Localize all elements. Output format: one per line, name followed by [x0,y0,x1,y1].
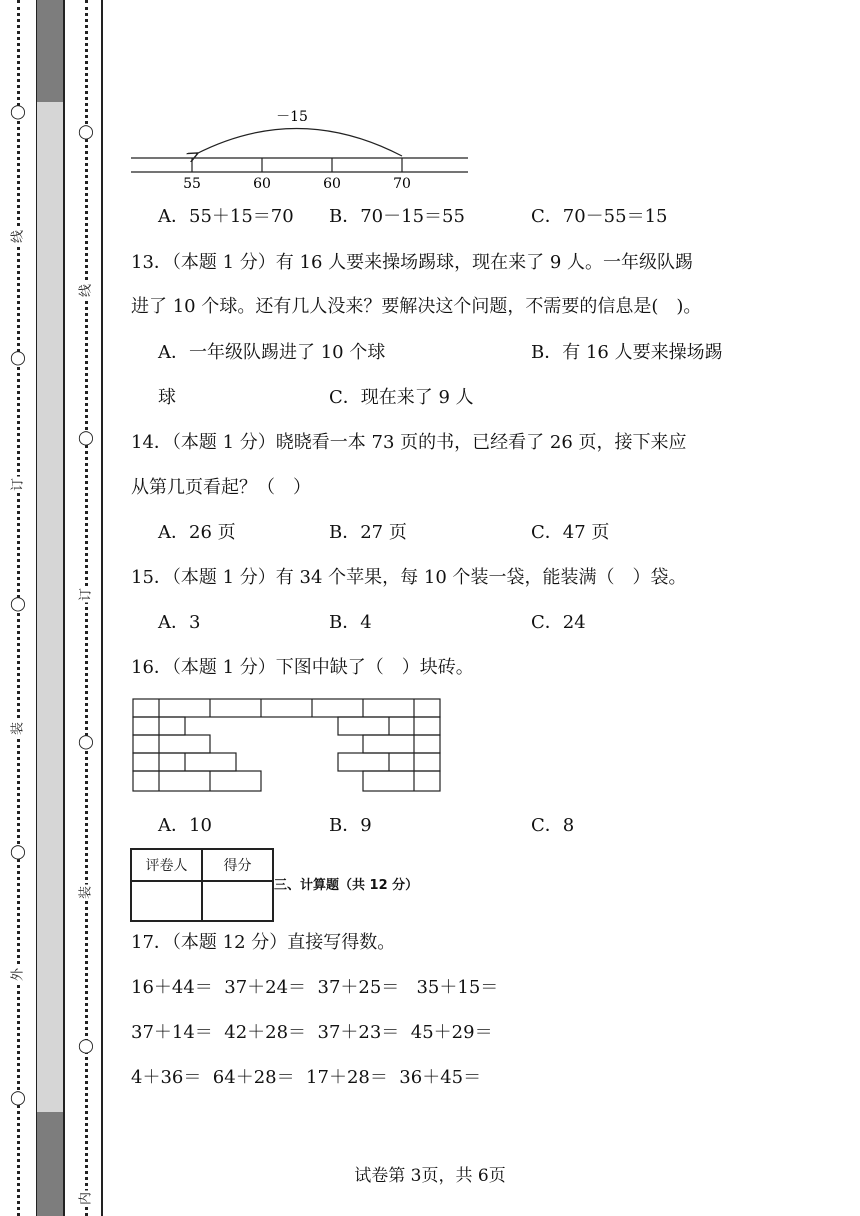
inner-circle-2: ◯ [78,430,94,446]
content-frame-left [101,0,103,1216]
outer-label-wai: 外 [10,968,26,982]
q13-line-2: 进了 10 个球。还有几人没来？要解决这个问题，不需要的信息是( )。 [131,296,702,317]
score-box-score-label: 得分 [202,849,273,881]
outer-label-xian: 线 [10,230,26,244]
q17-calc-row-3: 4＋36＝ 64＋28＝ 17＋28＝ 36＋45＝ [131,1067,482,1088]
q16-option-a: A．10 [158,815,212,836]
section-3-title: 三、计算题（共 12 分） [274,878,419,893]
q15-line-1: 15．（本题 1 分）有 34 个苹果，每 10 个装一袋，能装满（ ）袋。 [131,567,687,588]
q14-line-1: 14．（本题 1 分）晓晓看一本 73 页的书，已经看了 26 页，接下来应 [131,432,687,453]
q13-option-c: C．现在来了 9 人 [329,387,474,408]
outer-circle-2: ◯ [10,350,26,366]
q13-line-1: 13．（本题 1 分）有 16 人要来操场踢球，现在来了 9 人。一年级队踢 [131,252,694,273]
inner-label-xian: 线 [78,284,94,298]
q12-option-a: A．55＋15＝70 [158,206,294,227]
number-line-figure [128,104,473,196]
page-footer: 试卷第 3页，共 6页 [354,1166,506,1186]
outer-circle-1: ◯ [10,104,26,120]
inner-label-nei: 内 [78,1192,94,1206]
q13-option-b: B．有 16 人要来操场踢 [531,342,723,363]
q14-line-2: 从第几页看起？（ ） [131,477,311,498]
margin-frame-right [63,0,65,1216]
q16-option-c: C．8 [531,815,575,836]
q13-option-a: A．一年级队踢进了 10 个球 [158,342,386,363]
jump-arc-arrow [196,128,402,156]
tick-label-4: 70 [393,176,411,192]
inner-label-ding: 订 [78,588,94,602]
outer-circle-4: ◯ [10,844,26,860]
brick-wall-figure [132,698,442,794]
outer-label-zhuang: 装 [10,722,26,736]
inner-circle-1: ◯ [78,124,94,140]
q15-option-c: C．24 [531,612,586,633]
q14-option-c: C．47 页 [531,522,610,543]
q13-option-b-wrap: 球 [158,387,176,408]
q17-calc-row-1: 16＋44＝ 37＋24＝ 37＋25＝ 35＋15＝ [131,977,499,998]
tick-label-2: 60 [253,176,271,192]
q14-option-a: A．26 页 [158,522,236,543]
dark-band-top [37,0,63,102]
q12-option-c: C．70－55＝15 [531,206,668,227]
q17-line-1: 17．（本题 12 分）直接写得数。 [131,932,396,953]
q15-option-a: A．3 [158,612,201,633]
q17-calc-row-2: 37＋14＝ 42＋28＝ 37＋23＝ 45＋29＝ [131,1022,493,1043]
q16-line-1: 16．（本题 1 分）下图中缺了（ ）块砖。 [131,657,474,678]
q15-option-b: B．4 [329,612,372,633]
tick-label-3: 60 [323,176,341,192]
gray-band [37,102,63,1112]
outer-circle-3: ◯ [10,596,26,612]
arc-label: －15 [276,109,308,125]
score-box-reviewer-cell[interactable] [131,881,202,921]
tick-label-1: 55 [183,176,201,192]
q14-option-b: B．27 页 [329,522,407,543]
score-box-score-cell[interactable] [202,881,273,921]
outer-label-ding: 订 [10,478,26,492]
q16-option-b: B．9 [329,815,372,836]
score-box [130,848,274,922]
q12-option-b: B．70－15＝55 [329,206,465,227]
inner-circle-4: ◯ [78,1038,94,1054]
inner-circle-3: ◯ [78,734,94,750]
outer-circle-5: ◯ [10,1090,26,1106]
inner-dotted-line [85,0,88,1216]
score-box-reviewer-label: 评卷人 [131,849,202,881]
inner-label-zhuang: 装 [78,886,94,900]
